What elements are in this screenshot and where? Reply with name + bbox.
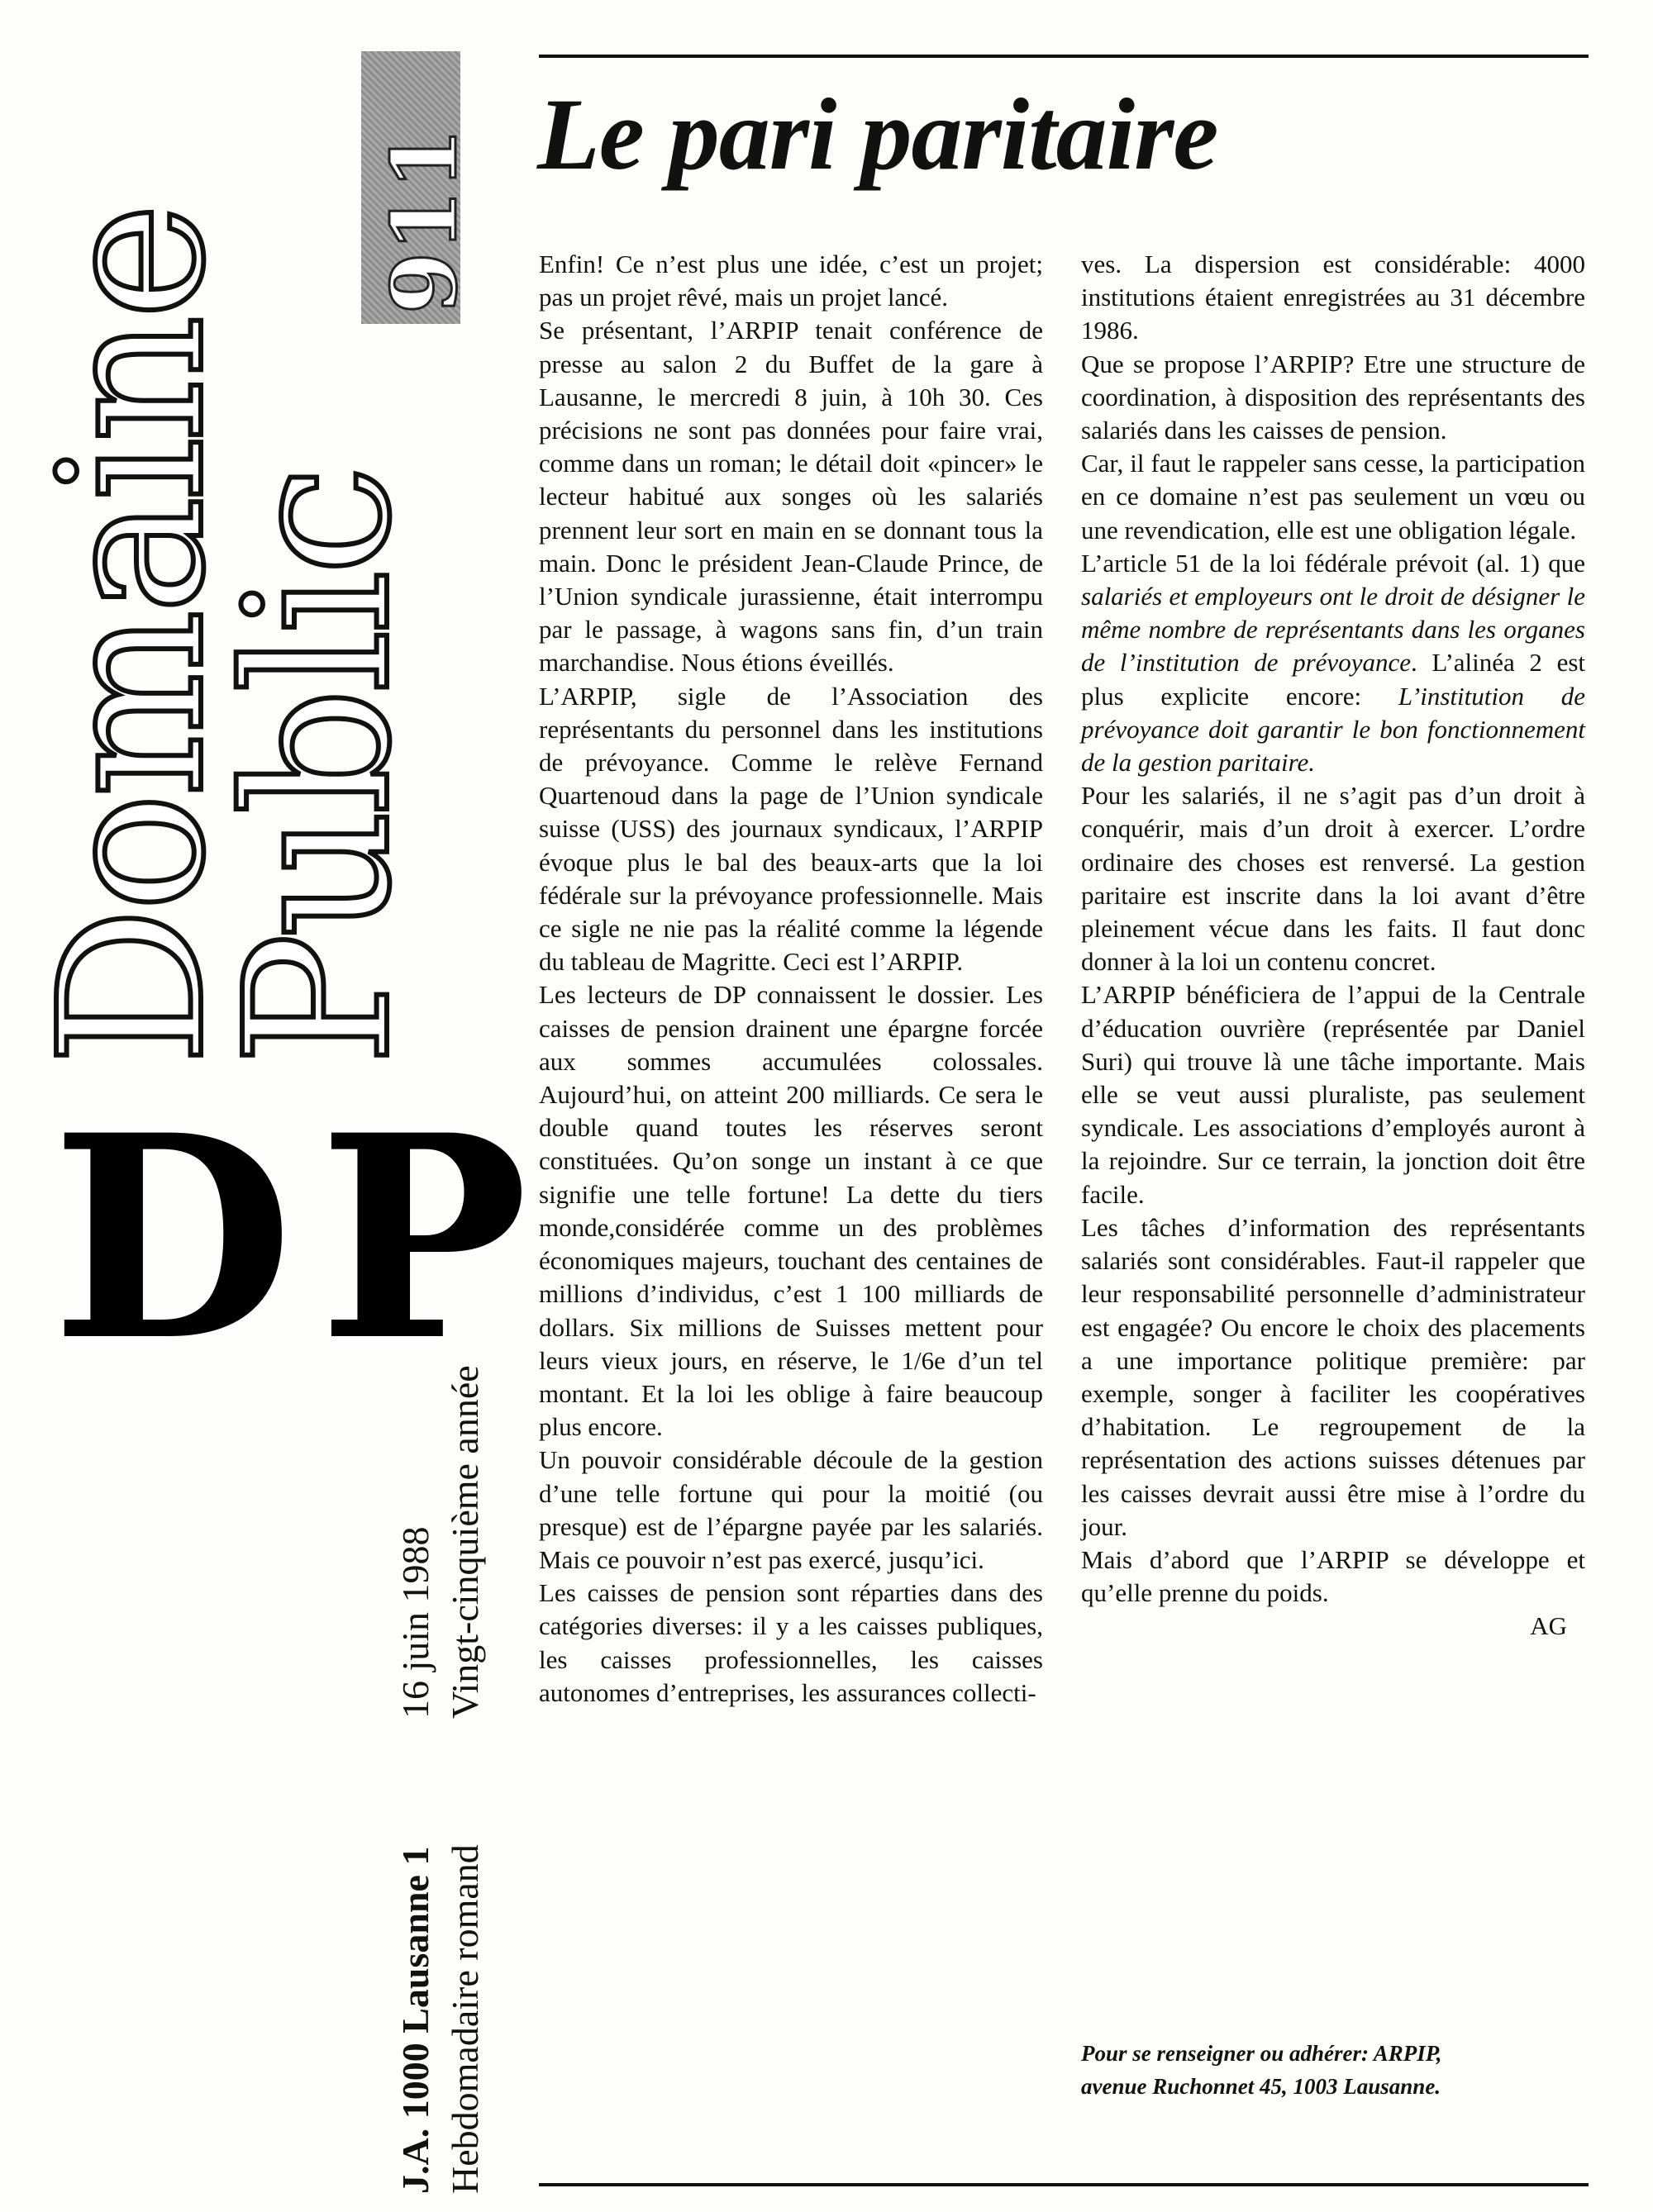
contact-note [1081,2037,1593,2103]
paragraph: Se présentant, l’ARPIP tenait conférence de presse au salon 2 du Buffet de la gare à Lausanne, le mercredi 8 juin, à 10h 30. Ces précisions ne sont pas données pour faire vrai, comme dans un roman; le détail doit «pincer» le lecteur habitué aux songes où les salariés prennent leur sort en main en se donnant tous la main. Donc le président Jean-Claude Prince, de l’Union syndicale jurassienne, était interrompu par le passage, à wagons sans fin, d’un train marchandise. Nous étions éveillés. [539,316,1043,678]
legal-intro: L’article 51 de la loi fédérale prévoit (al. 1) que [1081,548,1585,578]
paragraph: Les tâches d’information des représentants salariés sont considérables. Faut-il rappeler que leur responsabilité personnelle d’administrateur est engagée? Ou encore le choix des placements a une importance politique première: par exemple, songer à faciliter les coopératives d’habitation. Le regroupement de la représentation des actions suisses détenues par les caisses devrait aussi être mise à l’ordre du jour. [1081,1212,1585,1541]
paragraph: Enfin! Ce n’est plus une idée, c’est un projet; pas un projet rêvé, mais un projet lancé. [539,250,1043,312]
paragraph: Pour les salariés, il ne s’agit pas d’un droit à conquérir, mais d’un droit à exercer. L’ordre ordinaire des choses est renversé. La gestion paritaire est inscrite dans la loi avant d’être pleinement vécue dans les faits. Il faut donc donner à la loi un contenu concret. [1081,781,1585,977]
dp-logo: DP [51,1074,554,1402]
top-rule [539,55,1589,58]
contact-note-line1: Pour se renseigner ou adhérer: ARPIP, [1081,2041,1442,2066]
publication-frequency: Hebdomadaire romand [444,1844,486,2194]
issue-number: 911 [373,127,477,314]
paragraph: Que se propose l’ARPIP? Etre une structure de coordination, à disposition des représentants des salariés dans les caisses de pension. [1081,349,1585,445]
paragraph: Un pouvoir considérable découle de la gestion d’une telle fortune qui pour la moitié (ou presque) est de l’épargne payée par les salariés. Mais ce pouvoir n’est pas exercé, jusqu’ici. [539,1445,1043,1574]
article-column-left [539,248,1043,1710]
paragraph-legal [1081,547,1585,779]
bottom-rule [539,2183,1589,2186]
masthead-domaine: Domaine [17,207,248,1066]
masthead-public: Public [202,469,434,1066]
paragraph: L’ARPIP, sigle de l’Association des représentants du personnel dans les institutions de prévoyance. Comme le relève Fernand Quartenoud dans la page de l’Union syndicale suisse (USS) des journaux syndicaux, l’ARPIP évoque plus le bal des beaux-arts que la loi fédérale sur la prévoyance professionnelle. Mais ce sigle ne nie pas la réalité comme la légende du tableau de Magritte. Ceci est l’ARPIP. [539,681,1043,977]
paragraph: L’ARPIP bénéficiera de l’appui de la Centrale d’éducation ouvrière (représentée par Daniel Suri) qui trouve là une tâche importante. Mais elle se veut aussi pluraliste, pas seulement syndicale. Les associations d’employés auront à la rejoindre. Sur ce terrain, la jonction doit être facile. [1081,980,1585,1209]
article-title: Le pari paritaire [537,78,1218,191]
paragraph: Les caisses de pension sont réparties dans des catégories diverses: il y a les caisses publiques, les caisses professionnelles, les caisses autonomes d’entreprises, les assurances collecti- [539,1578,1043,1707]
author-signature: AG [1530,1611,1567,1641]
postal-info: J.A. 1000 Lausanne 1 [394,1846,436,2194]
paragraph: Mais d’abord que l’ARPIP se développe et qu’elle prenne du poids. [1081,1544,1585,1608]
legal-quote: salariés et employeurs ont le droit de désigner le même nombre de représentants dans les organes de l’institution de prévoyance [1081,582,1585,678]
issue-date: 16 juin 1988 [394,1526,436,1719]
legal-quote-2: L’institution de prévoyance doit garantir le bon fonctionnement de la gestion paritaire. [1081,681,1585,778]
paragraph: Les lecteurs de DP connaissent le dossier. Les caisses de pension drainent une épargne forcée aux sommes accumulées colossales. Aujourd’hui, on atteint 200 milliards. Ce sera le double quand toutes les réserves seront constituées. Qu’on songe un instant à ce que signifie une telle fortune! La dette du tiers monde,considérée comme un des problèmes économiques majeurs, touchant des centaines de millions d’individus, c’est 1 100 milliards de dollars. Six millions de Suisses mettent pour leurs vieux jours, en réserve, le 1/6e d’un tel montant. Et la loi les oblige à faire beaucoup plus encore. [539,980,1043,1442]
contact-note-line2: avenue Ruchonnet 45, 1003 Lausanne. [1081,2074,1441,2099]
article-column-right [1081,248,1585,1644]
paragraph: Car, il faut le rappeler sans cesse, la participation en ce domaine n’est pas seulement un vœu ou une revendication, elle est une obligation légale. [1081,449,1585,545]
publication-year: Vingt-cinquième année [444,1365,486,1719]
paragraph: ves. La dispersion est considérable: 4000 institutions étaient enregistrées au 31 décembre 1986. [1081,250,1585,345]
legal-mid: . L’alinéa 2 est plus explicite encore: [1081,648,1586,711]
